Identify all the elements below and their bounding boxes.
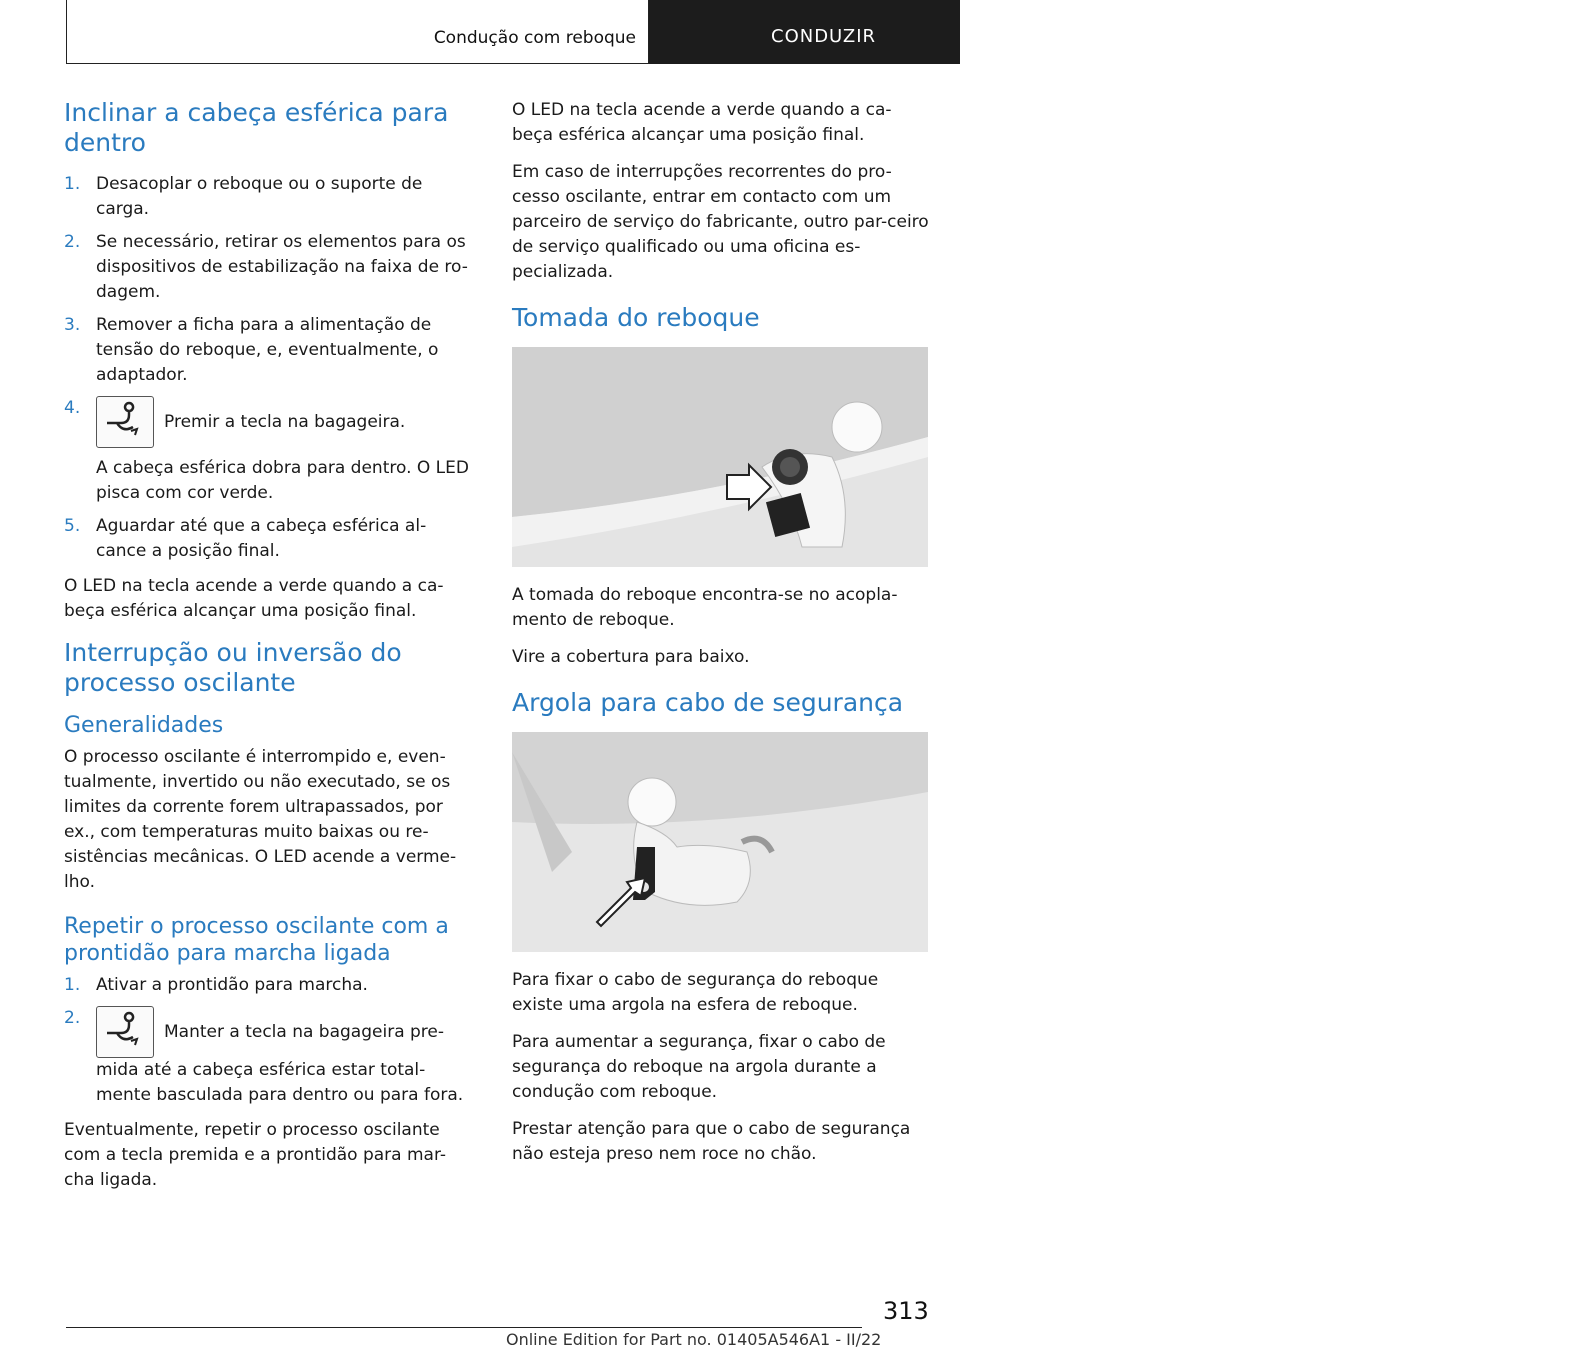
step-item: 2. Manter a tecla na bagageira pre-mida até a cabeça esférica estar total-mente basculada para dentro ou para fora. — [64, 1008, 464, 1105]
chapter-title: CONDUZIR — [771, 26, 877, 47]
heading-socket: Tomada do reboque — [512, 303, 760, 332]
paragraph-socket-1: A tomada do reboque encontra-se no acopla-mento de reboque. — [512, 585, 898, 630]
paragraph-led: O LED na tecla acende a verde quando a ca-beça esférica alcançar uma posição final. — [64, 576, 444, 621]
paragraph-led-right: O LED na tecla acende a verde quando a ca-beça esférica alcançar uma posição final. — [512, 100, 892, 145]
heading-ring: Argola para cabo de segurança — [512, 688, 904, 717]
steps-incline — [64, 172, 476, 564]
tow-hitch-key-icon — [96, 1006, 154, 1058]
step-item: 1. Ativar a prontidão para marcha. — [64, 975, 368, 995]
heading-repeat: Repetir o processo oscilante com a prontidão para marcha ligada — [64, 914, 449, 966]
header-underline — [66, 63, 648, 64]
paragraph-repeat: Eventualmente, repetir o processo oscilante com a tecla premida e a prontidão para mar-cha ligada. — [64, 1120, 447, 1190]
right-column — [512, 98, 930, 1179]
paragraph-ring-3: Prestar atenção para que o cabo de segurança não esteja preso nem roce no chão. — [512, 1119, 911, 1164]
heading-interrupt: Interrupção ou inversão do processo oscilante — [64, 638, 402, 697]
header-rule-left — [66, 0, 67, 64]
step-item: 3. Remover a ficha para a alimentação de tensão do reboque, e, eventualmente, o adaptador. — [64, 315, 439, 385]
steps-repeat — [64, 973, 476, 1108]
step-item: 1. Desacoplar o reboque ou o suporte de carga. — [64, 174, 423, 219]
safety-ring-photo — [512, 732, 928, 952]
step-item: 4. Premir a tecla na bagageira. A cabeça esférica dobra para dentro. O LED pisca com cor verde. — [64, 396, 476, 506]
heading-incline: Inclinar a cabeça esférica para dentro — [64, 98, 449, 157]
paragraph-general: O processo oscilante é interrompido e, even-tualmente, invertido ou não executado, se os limites da corrente forem ultrapassados, por ex., com temperaturas muito baixas ou re-sistências mecânicas. O LED acende a verme-lho. — [64, 747, 457, 892]
paragraph-socket-2: Vire a cobertura para baixo. — [512, 647, 750, 667]
info-icon: i — [1545, 27, 1569, 51]
section-title: Condução com reboque — [433, 28, 636, 48]
footer-rule — [66, 1327, 862, 1328]
heading-general: Generalidades — [64, 713, 224, 738]
chapter-tab — [649, 0, 1559, 64]
paragraph-ring-2: Para aumentar a segurança, fixar o cabo de segurança do reboque na argola durante a condução com reboque. — [512, 1032, 886, 1102]
paragraph-ring-1: Para fixar o cabo de segurança do reboque existe uma argola na esfera de reboque. — [512, 970, 879, 1015]
page-number: 313 — [883, 1297, 929, 1325]
trailer-socket-photo — [512, 347, 928, 567]
step-item: 2. Se necessário, retirar os elementos para os dispositivos de estabilização na faixa de ro-dagem. — [64, 232, 468, 302]
paragraph-contact: Em caso de interrupções recorrentes do pro-cesso oscilante, entrar em contacto com um parceiro de serviço do fabricante, outro par-ceiro de serviço qualificado ou uma oficina es-pecializada. — [512, 162, 929, 282]
footer-edition: Online Edition for Part no. 01405A546A1 - II/22 — [506, 1330, 882, 1349]
left-column — [64, 98, 476, 1205]
step-item: 5. Aguardar até que a cabeça esférica al-cance a posição final. — [64, 516, 427, 561]
tow-hitch-key-icon — [96, 396, 154, 448]
step4-detail: A cabeça esférica dobra para dentro. O LED pisca com cor verde. — [96, 458, 469, 503]
